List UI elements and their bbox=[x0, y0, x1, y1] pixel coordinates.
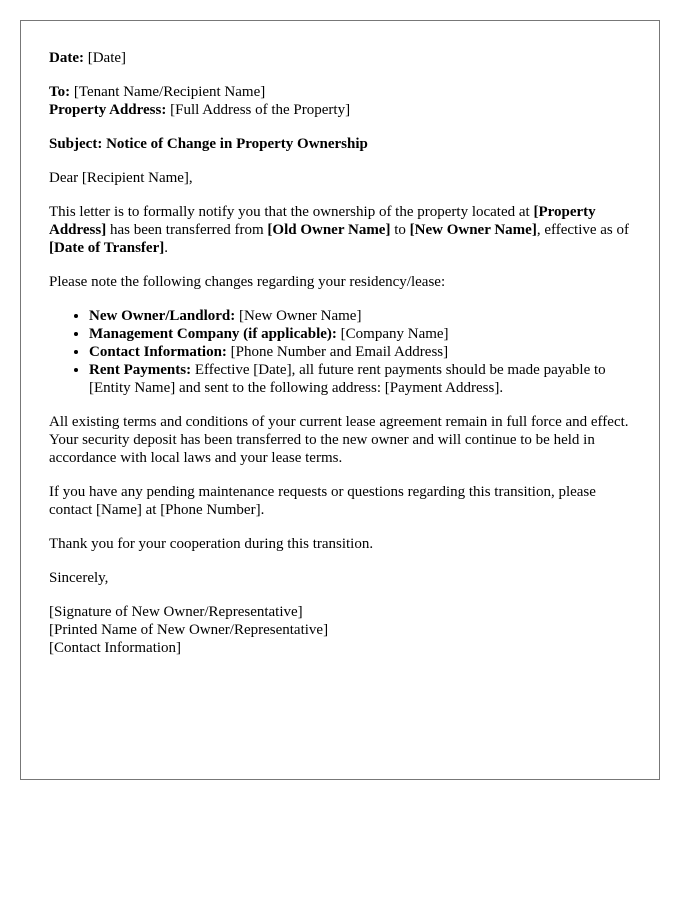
date-value: [Date] bbox=[87, 50, 127, 66]
change-label: New Owner/Landlord: bbox=[89, 308, 236, 324]
printed-name-line: [Printed Name of New Owner/Representative] bbox=[49, 622, 329, 638]
subject-line bbox=[49, 135, 631, 153]
intro-paragraph bbox=[49, 203, 631, 257]
intro-text-1: This letter is to formally notify you that the ownership of the property located at bbox=[49, 204, 534, 220]
property-address-label: Property Address: bbox=[49, 102, 167, 118]
change-value: [Company Name] bbox=[336, 326, 449, 342]
terms-paragraph: All existing terms and conditions of your current lease agreement remain in full force and effect. Your security deposit has been transferred to the new owner and will continue to be held in accordance with local laws and your lease terms. bbox=[49, 414, 629, 466]
list-item bbox=[89, 361, 631, 397]
signature-block bbox=[49, 603, 631, 657]
change-label: Rent Payments: bbox=[89, 362, 192, 378]
intro-property-address: [Property Address] bbox=[49, 204, 596, 238]
intro-text-3: to bbox=[390, 222, 410, 238]
changes-list bbox=[49, 307, 631, 397]
list-item bbox=[89, 307, 631, 325]
date-label: Date: bbox=[49, 50, 84, 66]
contact-paragraph: If you have any pending maintenance requests or questions regarding this transition, please contact [Name] at [Phone Number]. bbox=[49, 484, 596, 518]
intro-text-4: , effective as of bbox=[536, 222, 630, 238]
intro-old-owner: [Old Owner Name] bbox=[267, 222, 391, 238]
changes-intro: Please note the following changes regarding your residency/lease: bbox=[49, 274, 446, 290]
property-address-line bbox=[49, 101, 631, 119]
intro-text-5: . bbox=[164, 240, 168, 256]
intro-date-of-transfer: [Date of Transfer] bbox=[49, 240, 165, 256]
contact-info-line: [Contact Information] bbox=[49, 640, 182, 656]
date-line bbox=[49, 49, 631, 67]
intro-text-2: has been transferred from bbox=[106, 222, 268, 238]
thanks-line: Thank you for your cooperation during this transition. bbox=[49, 536, 374, 552]
intro-new-owner: [New Owner Name] bbox=[409, 222, 537, 238]
property-address-value: [Full Address of the Property] bbox=[170, 102, 351, 118]
letter-document bbox=[20, 20, 660, 780]
change-label: Management Company (if applicable): bbox=[89, 326, 337, 342]
list-item bbox=[89, 343, 631, 361]
closing: Sincerely, bbox=[49, 570, 109, 586]
change-value: [Phone Number and Email Address] bbox=[226, 344, 449, 360]
salutation: Dear [Recipient Name], bbox=[49, 170, 193, 186]
to-line bbox=[49, 83, 631, 101]
change-label: Contact Information: bbox=[89, 344, 227, 360]
to-value: [Tenant Name/Recipient Name] bbox=[73, 84, 266, 100]
signature-line: [Signature of New Owner/Representative] bbox=[49, 604, 303, 620]
list-item bbox=[89, 325, 631, 343]
change-value: Effective [Date], all future rent payments should be made payable to [Entity Name] and sent to the following address: [Payment Address]. bbox=[89, 362, 606, 396]
change-value: [New Owner Name] bbox=[235, 308, 362, 324]
to-label: To: bbox=[49, 84, 71, 100]
subject-text: Subject: Notice of Change in Property Ownership bbox=[49, 136, 368, 152]
